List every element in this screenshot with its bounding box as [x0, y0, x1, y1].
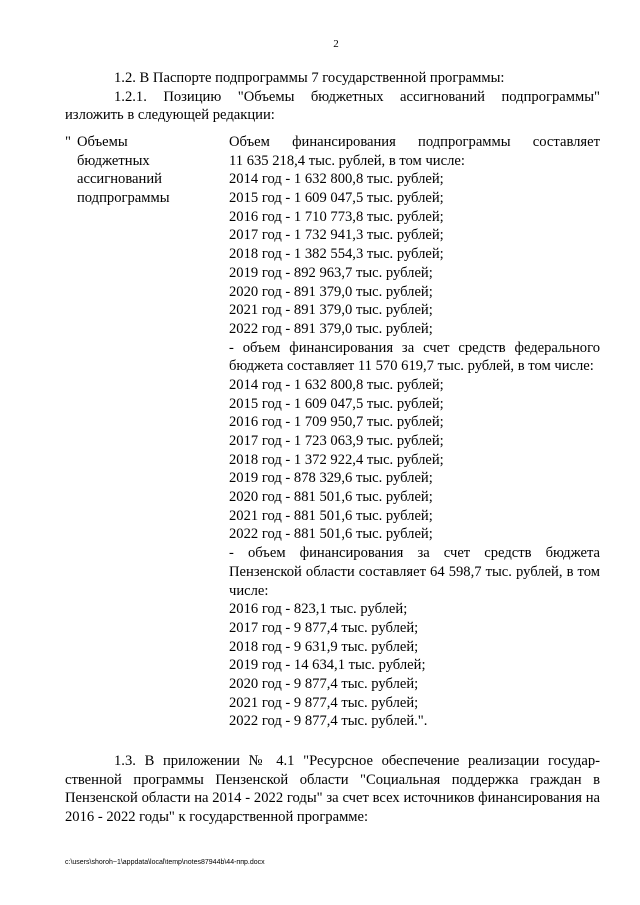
- passport-label-line: подпрограммы: [77, 190, 170, 207]
- total-funding-line: Объем финансирования подпрограммы составляет: [229, 134, 600, 150]
- footer-file-path: c:\users\shoroh~1\appdata\local\temp\notes87944b\44-ппр.docx: [65, 859, 265, 866]
- federal-funding-text: - объем финансирования за счет средств федерального бюджета составляет 11 570 619,7 тыс. рублей, в том числе:: [229, 339, 600, 375]
- total-year-line: 2014 год - 1 632 800,8 тыс. рублей;: [229, 171, 444, 188]
- passport-label-line: бюджетных: [77, 152, 150, 169]
- passport-label-line: Объемы: [77, 134, 128, 150]
- regional-year-line: 2019 год - 14 634,1 тыс. рублей;: [229, 657, 426, 674]
- regional-year-line: 2017 год - 9 877,4 тыс. рублей;: [229, 619, 419, 636]
- passport-label-line: ассигнований: [77, 171, 162, 188]
- total-year-line: 2019 год - 892 963,7 тыс. рублей;: [229, 264, 433, 281]
- total-year-line: 2022 год - 891 379,0 тыс. рублей;: [229, 320, 433, 337]
- total-year-line: 2015 год - 1 609 047,5 тыс. рублей;: [229, 190, 444, 207]
- regional-funding-text: - объем финансирования за счет средств бюджета Пензенской области составляет 64 598,7 тыс. рублей, в том числе:: [229, 545, 600, 599]
- federal-year-line: 2021 год - 881 501,6 тыс. рублей;: [229, 507, 433, 524]
- total-year-line: 2020 год - 891 379,0 тыс. рублей;: [229, 283, 433, 300]
- regional-year-line: 2020 год - 9 877,4 тыс. рублей;: [229, 676, 419, 693]
- regional-year-line: 2016 год - 823,1 тыс. рублей;: [229, 601, 408, 618]
- total-year-line: 2021 год - 891 379,0 тыс. рублей;: [229, 302, 433, 319]
- federal-year-line: 2022 год - 881 501,6 тыс. рублей;: [229, 526, 433, 543]
- federal-year-line: 2016 год - 1 709 950,7 тыс. рублей;: [229, 414, 444, 431]
- total-year-line: 2017 год - 1 732 941,3 тыс. рублей;: [229, 227, 444, 244]
- opening-quote: ": [65, 134, 71, 150]
- federal-year-line: 2019 год - 878 329,6 тыс. рублей;: [229, 470, 433, 487]
- regional-year-line: 2018 год - 9 631,9 тыс. рублей;: [229, 638, 419, 655]
- section-1-2-paragraph: 1.2. В Паспорте подпрограммы 7 государственной программы:: [114, 70, 505, 86]
- section-1-2-1-continuation: изложить в следующей редакции:: [65, 107, 275, 123]
- section-1-3-paragraph: 1.3. В приложении № 4.1 "Ресурсное обеспечение реализации государ-ственной программы Пензенской области "Социальная поддержка граждан в Пензенской области на 2014 - 2022 годы" за счет всех источников финансирования на 2016 - 2022 годы" к государственной программе:: [65, 753, 600, 826]
- total-year-line: 2018 год - 1 382 554,3 тыс. рублей;: [229, 246, 444, 263]
- regional-year-line: 2021 год - 9 877,4 тыс. рублей;: [229, 694, 419, 711]
- federal-year-line: 2015 год - 1 609 047,5 тыс. рублей;: [229, 395, 444, 412]
- federal-year-line: 2017 год - 1 723 063,9 тыс. рублей;: [229, 433, 444, 450]
- passport-label: [77, 133, 207, 208]
- total-year-line: 2016 год - 1 710 773,8 тыс. рублей;: [229, 208, 444, 225]
- federal-year-line: 2014 год - 1 632 800,8 тыс. рублей;: [229, 376, 444, 393]
- federal-year-line: 2018 год - 1 372 922,4 тыс. рублей;: [229, 451, 444, 468]
- page-number: 2: [333, 38, 339, 50]
- passport-content: [229, 133, 600, 731]
- total-funding-amount: 11 635 218,4 тыс. рублей, в том числе:: [229, 152, 465, 169]
- regional-year-line: 2022 год - 9 877,4 тыс. рублей.".: [229, 713, 428, 730]
- section-1-2-1-paragraph: 1.2.1. Позицию "Объемы бюджетных ассигнований подпрограммы": [114, 89, 600, 105]
- federal-year-line: 2020 год - 881 501,6 тыс. рублей;: [229, 489, 433, 506]
